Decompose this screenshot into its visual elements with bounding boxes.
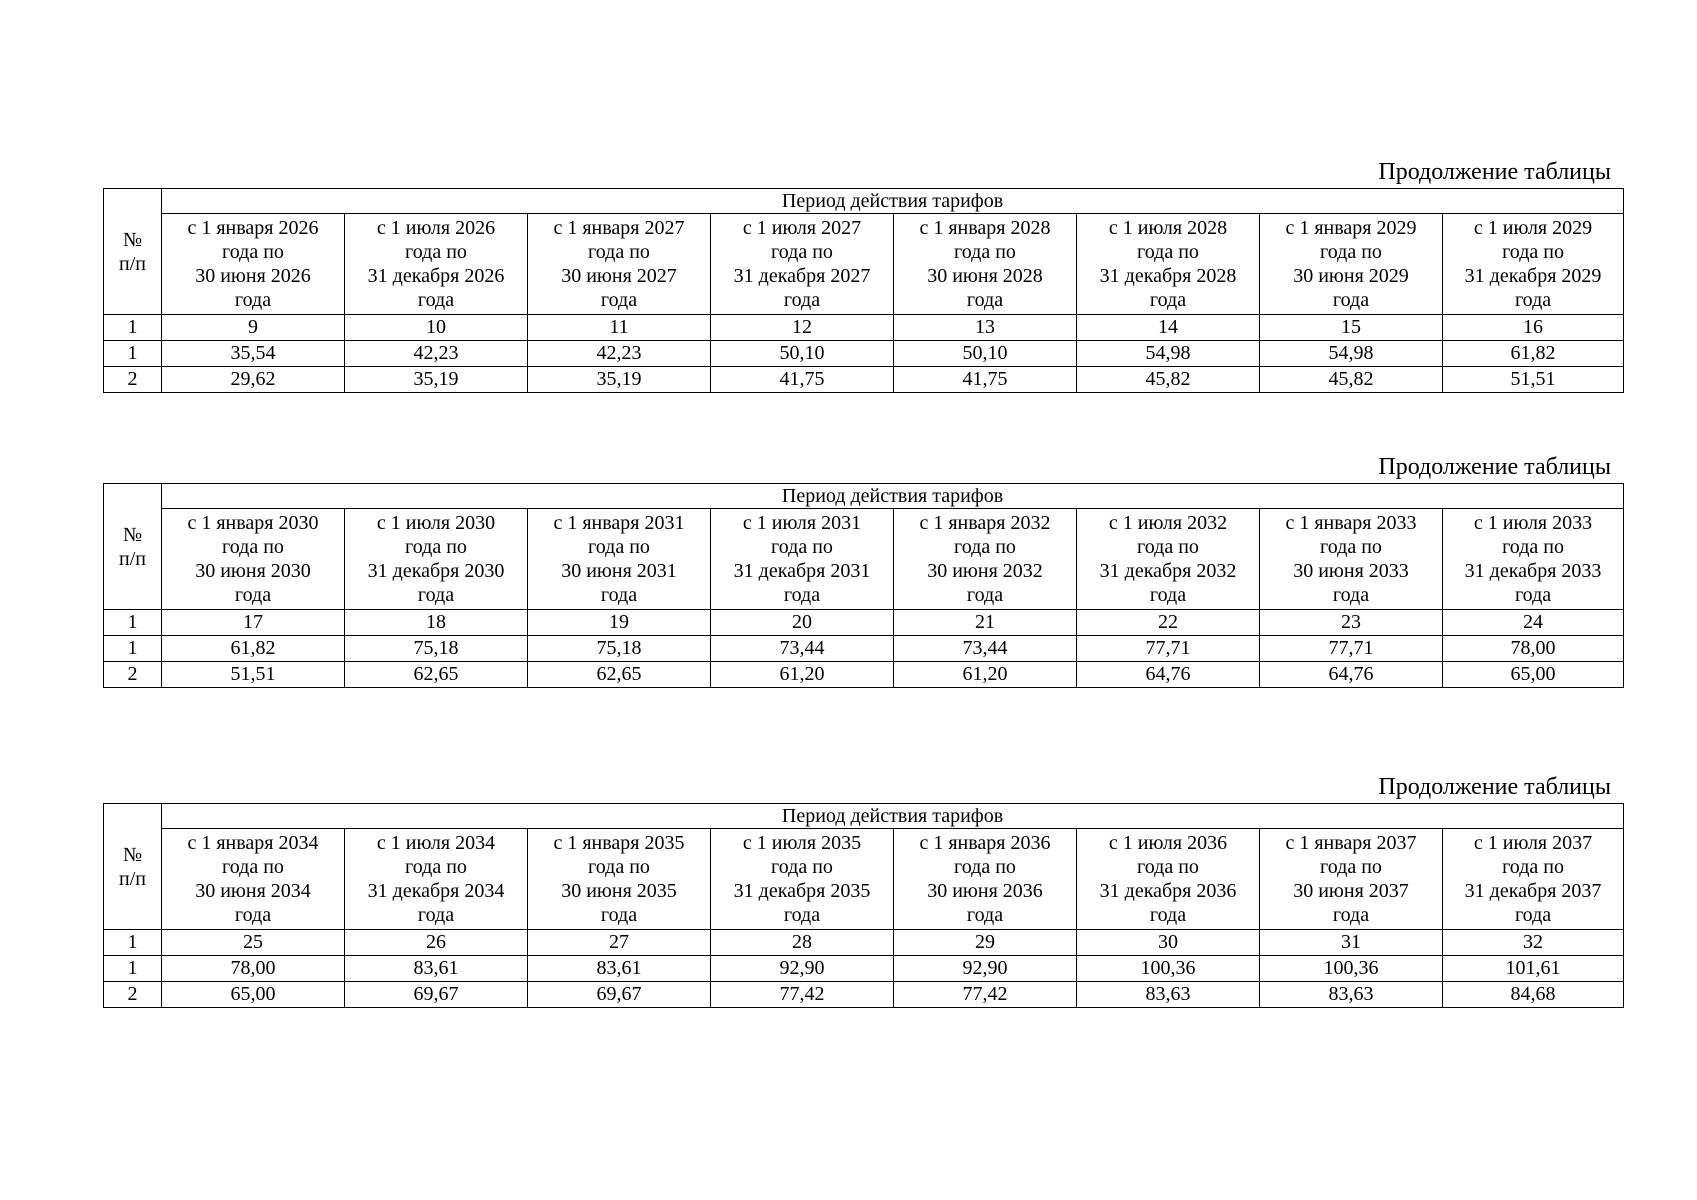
tariff-value-cell: 50,10	[894, 341, 1077, 367]
period-column-header: с 1 июля 2027 года по 31 декабря 2027 года	[711, 214, 894, 315]
period-column-header: с 1 июля 2034 года по 31 декабря 2034 года	[345, 829, 528, 930]
tariff-section	[103, 158, 1623, 393]
table-row	[104, 636, 1624, 662]
column-index-cell: 20	[711, 610, 894, 636]
column-index-row	[104, 315, 1624, 341]
period-column-header: с 1 июля 2037 года по 31 декабря 2037 года	[1443, 829, 1624, 930]
tariff-value-cell: 83,63	[1260, 982, 1443, 1008]
tariff-value-cell: 77,71	[1260, 636, 1443, 662]
column-index-cell: 17	[162, 610, 345, 636]
tariff-value-cell: 84,68	[1443, 982, 1624, 1008]
column-index-cell: 32	[1443, 930, 1624, 956]
tariff-value-cell: 78,00	[162, 956, 345, 982]
table-row	[104, 982, 1624, 1008]
period-column-header: с 1 января 2029 года по 30 июня 2029 года	[1260, 214, 1443, 315]
tariff-value-cell: 69,67	[528, 982, 711, 1008]
column-index-cell: 9	[162, 315, 345, 341]
tariff-section	[103, 773, 1623, 1008]
header-row	[104, 189, 1624, 214]
column-index-cell: 28	[711, 930, 894, 956]
period-column-header: с 1 января 2027 года по 30 июня 2027 года	[528, 214, 711, 315]
continuation-title: Продолжение таблицы	[1378, 159, 1611, 185]
period-column-header: с 1 января 2037 года по 30 июня 2037 года	[1260, 829, 1443, 930]
tariff-value-cell: 61,82	[1443, 341, 1624, 367]
column-index-cell: 15	[1260, 315, 1443, 341]
table-row	[104, 956, 1624, 982]
tariff-value-cell: 65,00	[162, 982, 345, 1008]
column-index-cell: 12	[711, 315, 894, 341]
tariff-value-cell: 77,71	[1077, 636, 1260, 662]
period-column-header: с 1 июля 2032 года по 31 декабря 2032 года	[1077, 509, 1260, 610]
tariff-value-cell: 78,00	[1443, 636, 1624, 662]
tariff-value-cell: 64,76	[1077, 662, 1260, 688]
column-index-cell: 23	[1260, 610, 1443, 636]
column-index-cell: 1	[104, 610, 162, 636]
tariff-table	[103, 803, 1624, 1008]
number-header: № п/п	[104, 189, 162, 315]
row-number-cell: 1	[104, 636, 162, 662]
tariff-value-cell: 54,98	[1260, 341, 1443, 367]
tariff-value-cell: 61,20	[894, 662, 1077, 688]
column-index-cell: 13	[894, 315, 1077, 341]
period-column-header: с 1 января 2036 года по 30 июня 2036 года	[894, 829, 1077, 930]
period-column-header: с 1 января 2033 года по 30 июня 2033 года	[1260, 509, 1443, 610]
column-index-cell: 26	[345, 930, 528, 956]
column-index-cell: 22	[1077, 610, 1260, 636]
row-number-cell: 2	[104, 367, 162, 393]
period-column-header: с 1 июля 2031 года по 31 декабря 2031 года	[711, 509, 894, 610]
header-row	[104, 804, 1624, 829]
tariff-value-cell: 65,00	[1443, 662, 1624, 688]
period-column-header: с 1 января 2026 года по 30 июня 2026 года	[162, 214, 345, 315]
period-column-header: с 1 января 2032 года по 30 июня 2032 года	[894, 509, 1077, 610]
tariff-value-cell: 29,62	[162, 367, 345, 393]
tariff-value-cell: 73,44	[894, 636, 1077, 662]
tariff-value-cell: 45,82	[1077, 367, 1260, 393]
column-index-cell: 16	[1443, 315, 1624, 341]
column-index-cell: 1	[104, 315, 162, 341]
column-index-row	[104, 610, 1624, 636]
column-index-cell: 1	[104, 930, 162, 956]
period-column-header: с 1 июля 2035 года по 31 декабря 2035 года	[711, 829, 894, 930]
tariff-value-cell: 100,36	[1077, 956, 1260, 982]
row-number-cell: 2	[104, 982, 162, 1008]
tariff-value-cell: 69,67	[345, 982, 528, 1008]
tariff-value-cell: 83,63	[1077, 982, 1260, 1008]
period-columns-row	[104, 829, 1624, 930]
tariff-value-cell: 64,76	[1260, 662, 1443, 688]
continuation-title: Продолжение таблицы	[1378, 454, 1611, 480]
period-columns-row	[104, 509, 1624, 610]
period-columns-row	[104, 214, 1624, 315]
column-index-cell: 30	[1077, 930, 1260, 956]
tariff-value-cell: 100,36	[1260, 956, 1443, 982]
period-header: Период действия тарифов	[162, 484, 1624, 509]
tariff-value-cell: 83,61	[528, 956, 711, 982]
period-column-header: с 1 июля 2026 года по 31 декабря 2026 года	[345, 214, 528, 315]
period-header: Период действия тарифов	[162, 189, 1624, 214]
table-row	[104, 367, 1624, 393]
column-index-cell: 11	[528, 315, 711, 341]
column-index-cell: 24	[1443, 610, 1624, 636]
period-column-header: с 1 июля 2028 года по 31 декабря 2028 года	[1077, 214, 1260, 315]
tariff-value-cell: 51,51	[162, 662, 345, 688]
header-row	[104, 484, 1624, 509]
column-index-cell: 18	[345, 610, 528, 636]
period-column-header: с 1 июля 2033 года по 31 декабря 2033 года	[1443, 509, 1624, 610]
tariff-value-cell: 42,23	[345, 341, 528, 367]
period-column-header: с 1 июля 2036 года по 31 декабря 2036 года	[1077, 829, 1260, 930]
column-index-cell: 10	[345, 315, 528, 341]
column-index-cell: 19	[528, 610, 711, 636]
row-number-cell: 1	[104, 341, 162, 367]
tariff-value-cell: 51,51	[1443, 367, 1624, 393]
tariff-value-cell: 50,10	[711, 341, 894, 367]
tariff-value-cell: 41,75	[894, 367, 1077, 393]
period-header: Период действия тарифов	[162, 804, 1624, 829]
number-header: № п/п	[104, 804, 162, 930]
column-index-cell: 14	[1077, 315, 1260, 341]
tariff-value-cell: 92,90	[894, 956, 1077, 982]
tariff-value-cell: 35,54	[162, 341, 345, 367]
tariff-value-cell: 101,61	[1443, 956, 1624, 982]
period-column-header: с 1 июля 2030 года по 31 декабря 2030 года	[345, 509, 528, 610]
column-index-cell: 31	[1260, 930, 1443, 956]
tariff-value-cell: 35,19	[345, 367, 528, 393]
continuation-title: Продолжение таблицы	[1378, 774, 1611, 800]
tariff-value-cell: 75,18	[345, 636, 528, 662]
column-index-cell: 27	[528, 930, 711, 956]
tariff-value-cell: 54,98	[1077, 341, 1260, 367]
tariff-value-cell: 77,42	[894, 982, 1077, 1008]
table-row	[104, 341, 1624, 367]
table-row	[104, 662, 1624, 688]
period-column-header: с 1 января 2034 года по 30 июня 2034 года	[162, 829, 345, 930]
tariff-value-cell: 62,65	[528, 662, 711, 688]
tariff-value-cell: 77,42	[711, 982, 894, 1008]
tariff-value-cell: 75,18	[528, 636, 711, 662]
tariff-value-cell: 35,19	[528, 367, 711, 393]
tariff-value-cell: 61,20	[711, 662, 894, 688]
period-column-header: с 1 июля 2029 года по 31 декабря 2029 года	[1443, 214, 1624, 315]
column-index-cell: 29	[894, 930, 1077, 956]
period-column-header: с 1 января 2028 года по 30 июня 2028 года	[894, 214, 1077, 315]
tariff-table	[103, 188, 1624, 393]
period-column-header: с 1 января 2031 года по 30 июня 2031 года	[528, 509, 711, 610]
period-column-header: с 1 января 2030 года по 30 июня 2030 года	[162, 509, 345, 610]
tariff-value-cell: 73,44	[711, 636, 894, 662]
column-index-row	[104, 930, 1624, 956]
tariff-section	[103, 453, 1623, 688]
tariff-value-cell: 92,90	[711, 956, 894, 982]
tariff-value-cell: 61,82	[162, 636, 345, 662]
column-index-cell: 25	[162, 930, 345, 956]
tariff-value-cell: 62,65	[345, 662, 528, 688]
number-header: № п/п	[104, 484, 162, 610]
column-index-cell: 21	[894, 610, 1077, 636]
tariff-value-cell: 41,75	[711, 367, 894, 393]
tariff-value-cell: 42,23	[528, 341, 711, 367]
row-number-cell: 1	[104, 956, 162, 982]
period-column-header: с 1 января 2035 года по 30 июня 2035 года	[528, 829, 711, 930]
row-number-cell: 2	[104, 662, 162, 688]
tariff-table	[103, 483, 1624, 688]
tariff-value-cell: 45,82	[1260, 367, 1443, 393]
tariff-value-cell: 83,61	[345, 956, 528, 982]
